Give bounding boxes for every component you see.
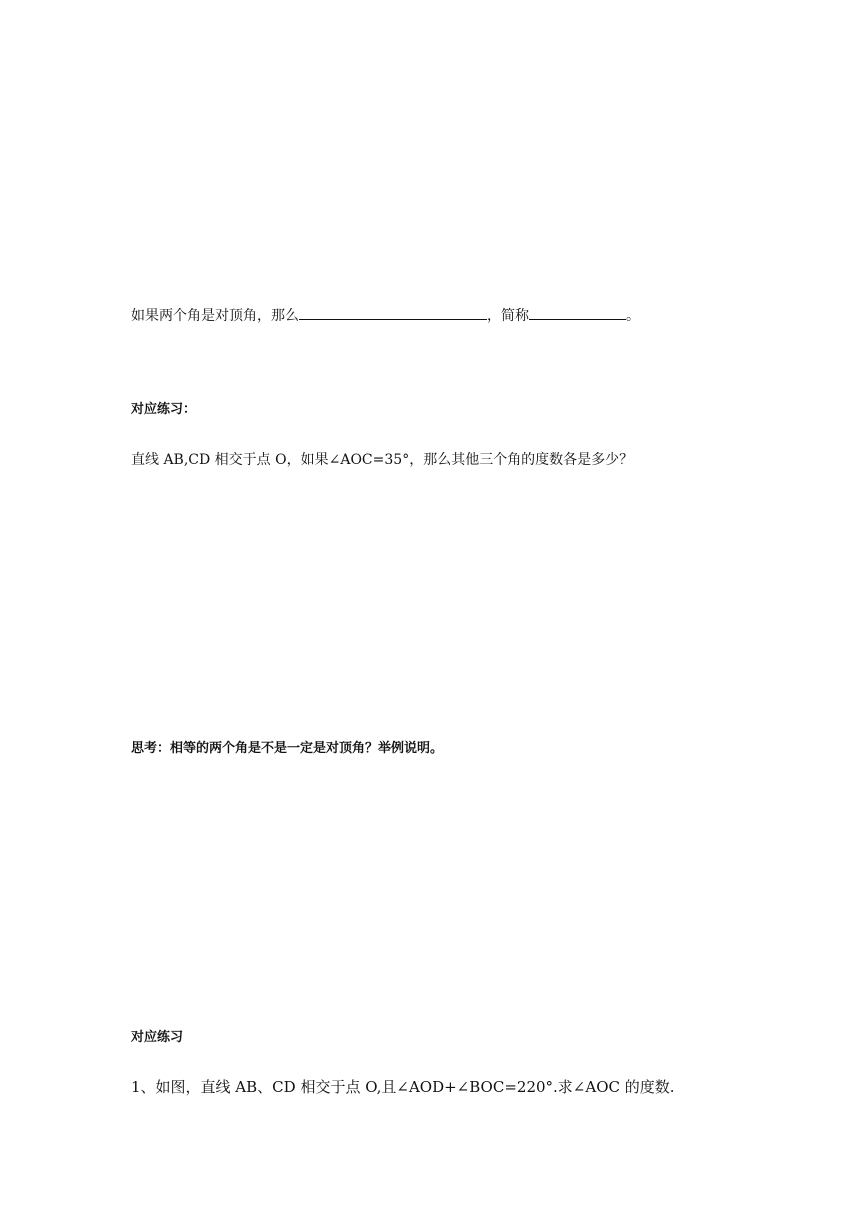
answer-blank-2[interactable] [529, 305, 626, 320]
practice-heading-2: 对应练习 [131, 1030, 184, 1045]
practice-question-2: 1、如图，直线 AB、CD 相交于点 O,且∠AOD+∠BOC=220°.求∠AOC 的度数. [131, 1078, 675, 1096]
practice-heading-1: 对应练习： [131, 402, 197, 417]
practice-question-1: 直线 AB,CD 相交于点 O，如果∠AOC=35°，那么其他三个角的度数各是多少？ [131, 452, 634, 468]
statement-middle: ，简称 [487, 308, 529, 324]
think-question: 思考：相等的两个角是不是一定是对顶角？举例说明。 [131, 741, 444, 756]
vertical-angle-statement [131, 305, 640, 325]
statement-suffix: 。 [626, 308, 640, 324]
statement-prefix: 如果两个角是对顶角，那么 [131, 308, 299, 324]
answer-blank-1[interactable] [299, 305, 487, 320]
